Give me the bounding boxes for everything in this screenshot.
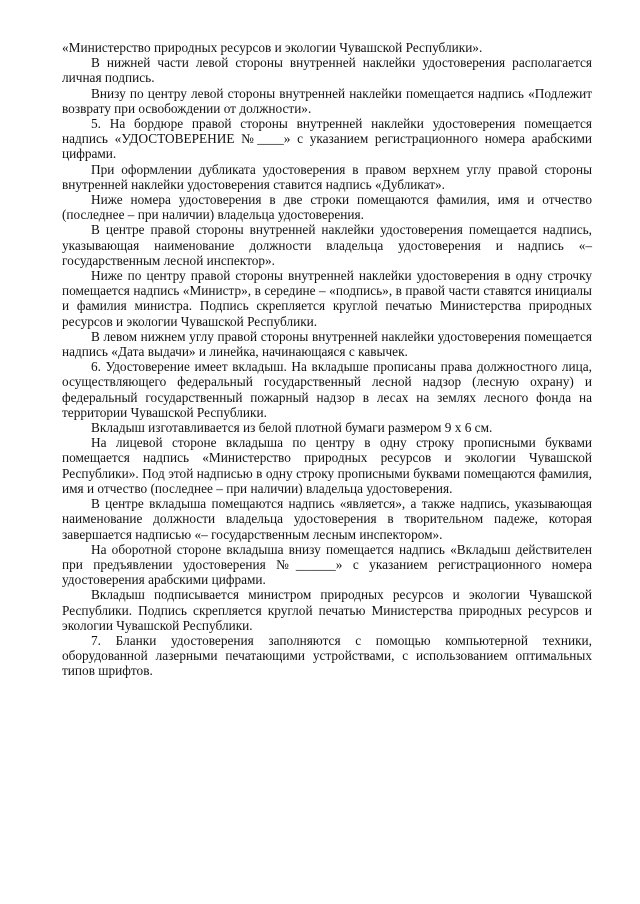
paragraph: В центре правой стороны внутренней наклейки удостоверения помещается надпись, указывающая наименование должности владельца удостоверения и надпись «– государственным лесной инспектор». (62, 222, 592, 268)
document-body (62, 40, 592, 679)
paragraph: 6. Удостоверение имеет вкладыш. На вкладыше прописаны права должностного лица, осуществляющего федеральный государственный лесной надзор (лесную охрану) и федеральный государственный пожарный надзор в лесах на землях лесного фонда на территории Чувашской Республики. (62, 359, 592, 420)
paragraph: Вкладыш изготавливается из белой плотной бумаги размером 9 х 6 см. (91, 420, 493, 436)
paragraph: На оборотной стороне вкладыша внизу помещается надпись «Вкладыш действителен при предъявлении удостоверения №______» с указанием регистрационного номера удостоверения арабскими цифрами. (62, 541, 592, 588)
paragraph: «Министерство природных ресурсов и экологии Чувашской Республики». (62, 40, 483, 55)
paragraph: Вкладыш подписывается министром природных ресурсов и экологии Чувашской Республики. Подпись скрепляется круглой печатью Министерства природных ресурсов и экологии Чувашской Республики. (62, 587, 592, 633)
paragraph: На лицевой стороне вкладыша по центру в одну строку прописными буквами помещается надпись «Министерство природных ресурсов и экологии Чувашской Республики». Под этой надписью в одну строку прописными буквами помещаются фамилия, имя и отчество (последнее – при наличии) владельца удостоверения. (62, 435, 592, 496)
paragraph: В левом нижнем углу правой стороны внутренней наклейки удостоверения помещается надпись «Дата выдачи» и линейка, начинающаяся с кавычек. (62, 328, 592, 360)
paragraph: При оформлении дубликата удостоверения в правом верхнем углу правой стороны внутренней наклейки удостоверения ставится надпись «Дубликат». (62, 161, 592, 192)
paragraph: Внизу по центру левой стороны внутренней наклейки помещается надпись «Подлежит возврату при освобождении от должности». (62, 85, 592, 116)
paragraph: 5. На бордюре правой стороны внутренней наклейки удостоверения помещается надпись «УДОСТОВЕРЕНИЕ №____» с указанием регистрационного номера арабскими цифрами. (62, 116, 592, 162)
paragraph: В центре вкладыша помещаются надпись «является», а также надпись, указывающая наименование должности владельца удостоверения в творительном падеже, которая завершается надписью «– государственным лесным инспектором». (62, 496, 592, 542)
paragraph: Ниже по центру правой стороны внутренней наклейки удостоверения в одну строчку помещается надпись «Министр», в середине – «подпись», в правой части ставятся инициалы и фамилия министра. Подпись скрепляется круглой печатью Министерства природных ресурсов и экологии Чувашской Республики. (62, 268, 592, 329)
paragraph: 7. Бланки удостоверения заполняются с помощью компьютерной техники, оборудованной лазерными печатающими устройствами, с использованием оптимальных типов шрифтов. (62, 632, 592, 679)
paragraph: Ниже номера удостоверения в две строки помещаются фамилия, имя и отчество (последнее – при наличии) владельца удостоверения. (62, 192, 592, 223)
paragraph: В нижней части левой стороны внутренней наклейки удостоверения располагается личная подпись. (62, 55, 592, 86)
